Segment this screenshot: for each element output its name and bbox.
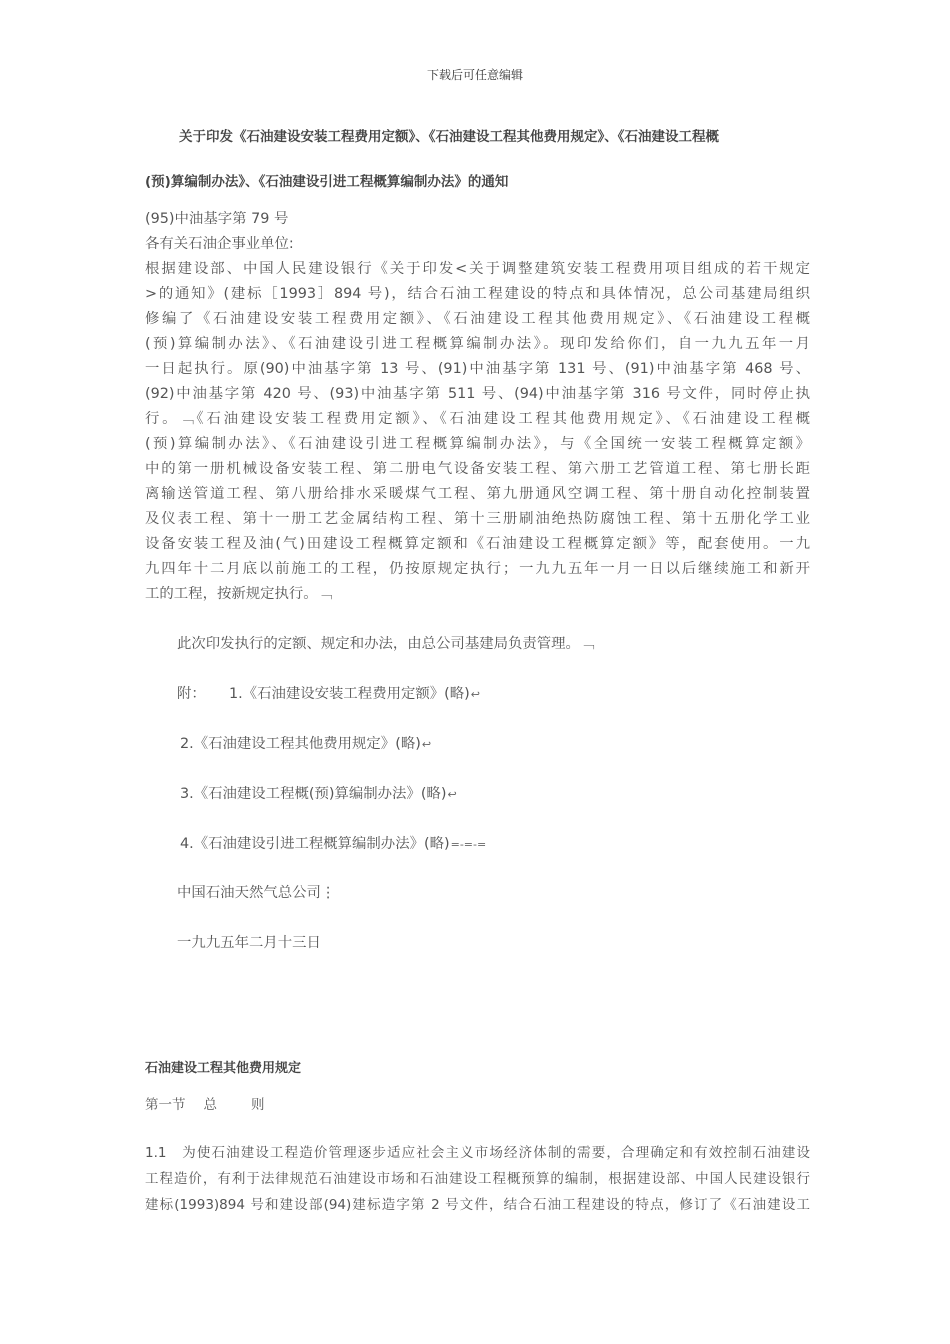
attachment-1 (177, 682, 480, 707)
issuer: 中国石油天然气总公司⋮ (177, 885, 336, 901)
paragraph-line: 工的工程，按新规定执行。﹁ (145, 586, 333, 602)
addressee: 各有关石油企事业单位: (145, 236, 294, 252)
paragraph-line: (预)算编制办法》、《石油建设引进工程概算编制办法》，与《全国统一安装工程概算定额》 (145, 436, 810, 452)
issue-date: 一九九五年二月十三日 (177, 935, 321, 951)
paragraph-line: 行。﹁《石油建设安装工程费用定额》、《石油建设工程其他费用规定》、《石油建设工程概 (145, 411, 810, 427)
paragraph-line: (92)中油基字第 420 号、(93)中油基字第 511 号、(94)中油基字第 316 号文件，同时停止执 (145, 386, 810, 402)
paragraph-line: 根据建设部、中国人民建设银行《关于印发<关于调整建筑安装工程费用项目组成的若干规定 (145, 261, 810, 277)
paragraph-line: 九四年十二月底以前施工的工程，仍按原规定执行；一九九五年一月一日以后继续施工和新开 (145, 561, 810, 577)
attachment-text: 4.《石油建设引进工程概算编制办法》(略) (180, 836, 450, 852)
paragraph-line: (预)算编制办法》、《石油建设引进工程概算编制办法》。现印发给你们，自一九九五年一月 (145, 336, 810, 352)
return-mark-icon: ↩ (447, 788, 457, 801)
paragraph-line: 中的第一册机械设备安装工程、第二册电气设备安装工程、第六册工艺管道工程、第七册长距 (145, 461, 810, 477)
attachment-prefix: 附： (177, 686, 206, 702)
paragraph-line: 及仪表工程、第十一册工艺金属结构工程、第十三册刷油绝热防腐蚀工程、第十五册化学工业 (145, 511, 810, 527)
chapter-heading (145, 1093, 265, 1113)
attachment-text: 3.《石油建设工程概(预)算编制办法》(略) (180, 786, 447, 802)
header-note: 下载后可任意编辑 (426, 68, 523, 82)
attachment-3 (180, 782, 457, 807)
paragraph-line: 1.1 为使石油建设工程造价管理逐步适应社会主义市场经济体制的需要，合理确定和有效控制石油建设 (145, 1145, 810, 1161)
attachment-text: 1.《石油建设安装工程费用定额》(略) (228, 686, 470, 702)
return-mark-icon: ↩ (421, 738, 432, 751)
paragraph-line: 工程造价，有利于法律规范石油建设市场和石油建设工程概预算的编制，根据建设部、中国人民建设银行 (145, 1171, 810, 1187)
main-paragraph (145, 257, 810, 607)
attachment-2 (180, 732, 431, 757)
regulation-title: 石油建设工程其他费用规定 (145, 1061, 302, 1076)
notice-title-line-1: 关于印发《石油建设安装工程费用定额》、《石油建设工程其他费用规定》、《石油建设工程概 (179, 129, 719, 145)
chapter-word-1: 总 (203, 1097, 217, 1113)
notice-title-line-2: (预)算编制办法》、《石油建设引进工程概算编制办法》的通知 (145, 174, 509, 190)
management-note: 此次印发执行的定额、规定和办法，由总公司基建局负责管理。﹁ (177, 636, 595, 652)
chapter-word-2: 则 (251, 1097, 265, 1113)
paragraph-line: 离输送管道工程、第八册给排水采暖煤气工程、第九册通风空调工程、第十册自动化控制装置 (145, 486, 810, 502)
paragraph-line: 修编了《石油建设安装工程费用定额》、《石油建设工程其他费用规定》、《石油建设工程概 (145, 311, 810, 327)
chapter-number: 第一节 (145, 1097, 186, 1113)
paragraph-line: 建标(1993)894 号和建设部(94)建标造字第 2 号文件，结合石油工程建设的特点，修订了《石油建设工 (145, 1197, 810, 1213)
paragraph-line: 一日起执行。原(90)中油基字第 13 号、(91)中油基字第 131 号、(91)中油基字第 468 号、 (145, 361, 810, 377)
section-paragraph (145, 1140, 810, 1218)
reference-number: (95)中油基字第 79 号 (145, 211, 289, 227)
paragraph-line: >的通知》(建标［1993］894 号)，结合石油工程建设的特点和具体情况，总公司基建局组织 (145, 286, 810, 302)
attachment-4 (180, 832, 486, 857)
section-break-mark: =-=-= (450, 838, 487, 851)
attachment-text: 2.《石油建设工程其他费用规定》(略) (180, 736, 421, 752)
paragraph-line: 设备安装工程及油(气)田建设工程概算定额和《石油建设工程概算定额》等，配套使用。一九 (145, 536, 810, 552)
return-mark-icon: ↩ (470, 688, 480, 701)
